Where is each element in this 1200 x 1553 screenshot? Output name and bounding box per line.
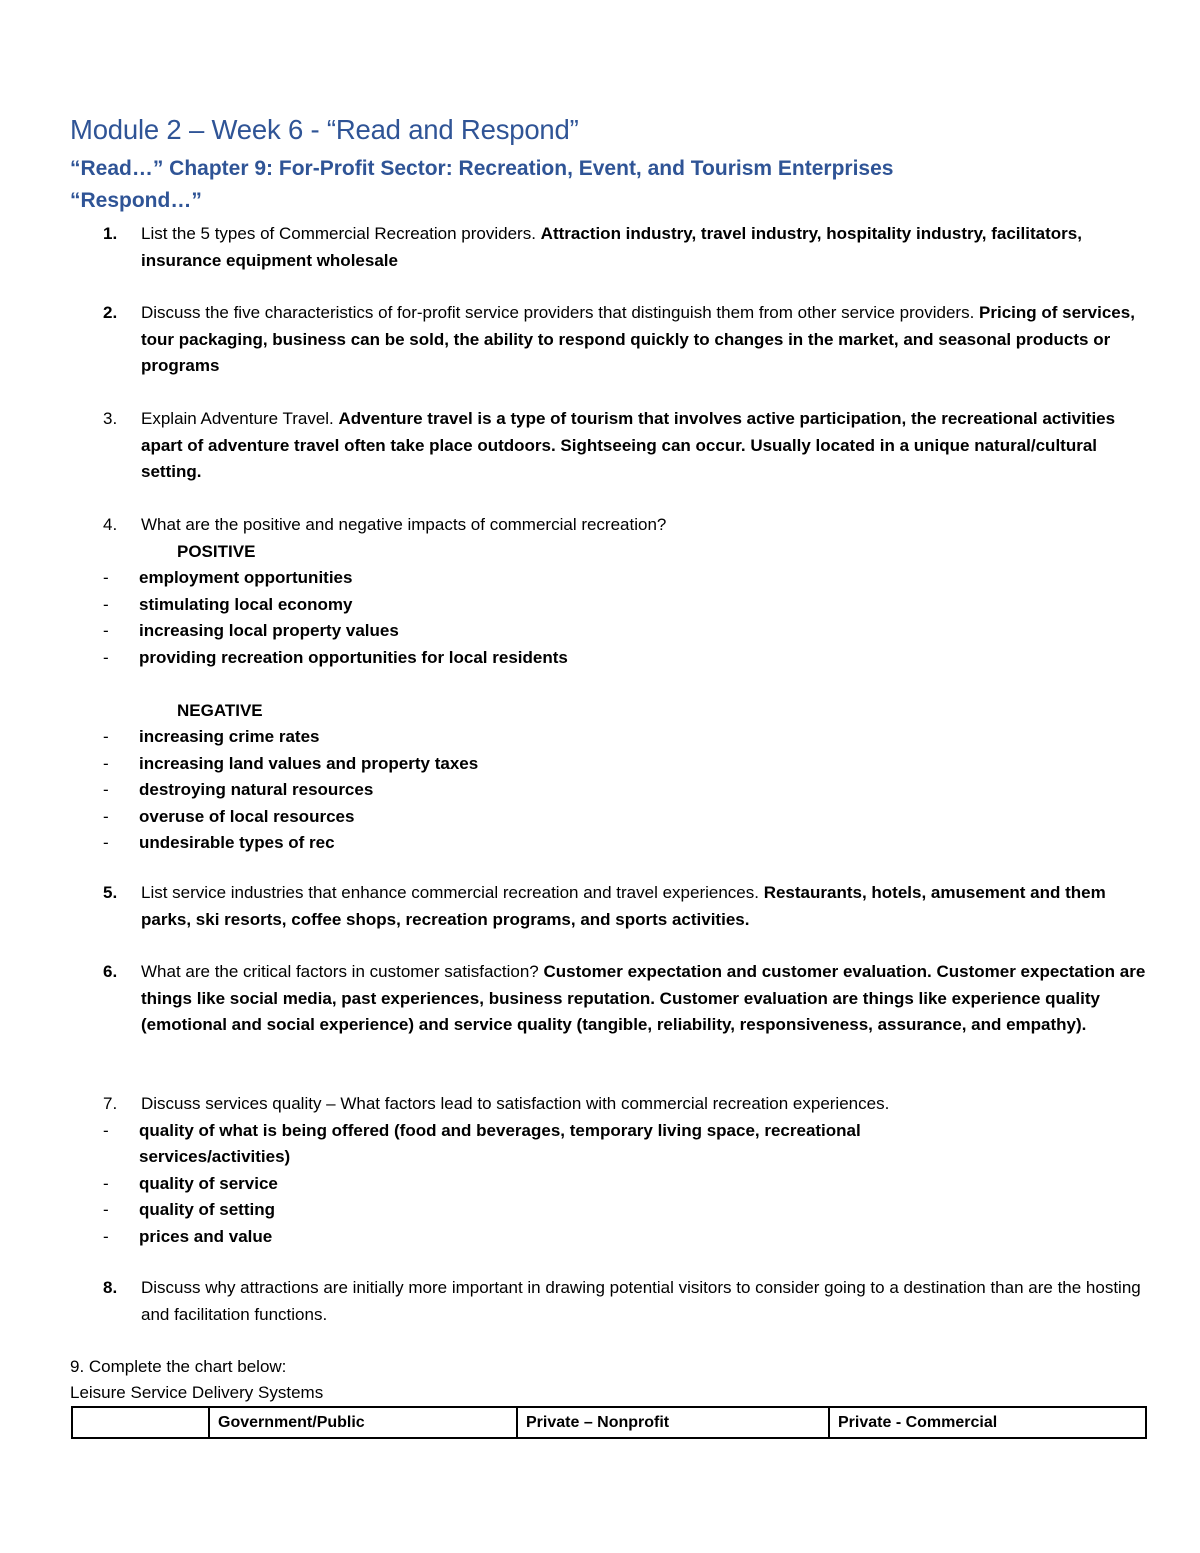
question-5 [103,880,1153,933]
question-number: 3. [103,409,118,428]
negative-list [103,724,1153,857]
list-item: - undesirable types of rec [103,830,1153,857]
list-item: - employment opportunities [103,565,1153,592]
question-number: 8. [103,1278,118,1297]
question-number: 5. [103,883,118,902]
dash-bullet: - [103,1200,109,1219]
dash-bullet: - [103,1226,109,1246]
dash-bullet: - [103,753,109,773]
list-item: - increasing land values and property taxes [103,751,1153,778]
question-3 [103,406,1153,486]
dash-bullet: - [103,780,109,799]
question-prompt: Discuss services quality – What factors lead to satisfaction with commercial recreation experiences. [141,1094,890,1113]
respond-heading: “Respond…” [70,189,202,212]
table-header-row [72,1407,1146,1438]
question-prompt: Discuss why attractions are initially more important in drawing potential visitors to consider going to a destination than are the hosting and facilitation functions. [141,1278,1141,1324]
question-number: 4. [103,515,118,534]
question-8 [103,1275,1153,1328]
read-heading: “Read…” Chapter 9: For-Profit Sector: Recreation, Event, and Tourism Enterprises [70,157,894,180]
question-prompt: What are the positive and negative impacts of commercial recreation? [141,515,667,534]
table-caption: Leisure Service Delivery Systems [70,1383,324,1402]
question-number: 7. [103,1094,118,1113]
table-header-cell[interactable]: Private – Nonprofit [517,1407,829,1438]
question-number: 6. [103,962,118,981]
dash-bullet: - [103,806,109,826]
question-prompt: List service industries that enhance commercial recreation and travel experiences. [141,883,764,902]
table-header-cell[interactable]: Government/Public [209,1407,517,1438]
dash-bullet: - [103,568,109,587]
factors-list [103,1118,1153,1251]
question-prompt: List the 5 types of Commercial Recreation providers. [141,224,541,243]
question-answer: Attraction industry, travel industry, hospitality industry, facilitators, insurance equipment wholesale [141,224,1082,270]
dash-bullet: - [103,1173,109,1193]
leisure-service-table [71,1406,1147,1439]
list-item: - overuse of local resources [103,804,1153,831]
question-prompt: Discuss the five characteristics of for-profit service providers that distinguish them from other service providers. [141,303,980,322]
question-prompt: Explain Adventure Travel. [141,409,339,428]
list-item: - quality of what is being offered (food and beverages, temporary living space, recreational services/activities) [103,1118,1153,1171]
dash-bullet: - [103,647,109,667]
list-item: - destroying natural resources [103,777,1153,804]
negative-label: NEGATIVE [177,700,263,720]
dash-bullet: - [103,833,109,852]
list-item: - providing recreation opportunities for local residents [103,645,1153,672]
list-item: - prices and value [103,1224,1153,1251]
question-1 [103,221,1153,274]
question-answer: Customer expectation and customer evaluation. Customer expectation are things like social media, past experiences, business reputation. Customer evaluation are things like experience quality (emotional and social experience) and service quality (tangible, reliability, responsiveness, assurance, and empathy). [141,962,1146,1034]
question-7 [103,1091,1153,1250]
table-header-cell[interactable]: Private - Commercial [829,1407,1146,1438]
list-item: - stimulating local economy [103,592,1153,619]
question-answer: Restaurants, hotels, amusement and them parks, ski resorts, coffee shops, recreation programs, and sports activities. [141,883,1106,929]
list-item: - increasing crime rates [103,724,1153,751]
list-item: - increasing local property values [103,618,1153,645]
list-item: - quality of service [103,1171,1153,1198]
positive-list [103,565,1153,671]
question-2 [103,300,1153,380]
question-number: 2. [103,303,118,322]
question-answer: Adventure travel is a type of tourism that involves active participation, the recreational activities apart of adventure travel often take place outdoors. Sightseeing can occur. Usually located in a unique natural/cultural setting. [141,409,1116,481]
question-number: 1. [103,224,118,243]
dash-bullet: - [103,727,109,746]
question-6 [103,959,1153,1039]
question-prompt: What are the critical factors in customer satisfaction? [141,962,544,981]
question-9: 9. Complete the chart below: [70,1357,287,1376]
document-title: Module 2 – Week 6 - “Read and Respond” [70,114,579,145]
positive-label: POSITIVE [177,541,256,561]
question-answer: Pricing of services, tour packaging, business can be sold, the ability to respond quickly to changes in the market, and seasonal products or programs [141,303,1135,375]
table-header-cell[interactable] [72,1407,209,1438]
list-item: - quality of setting [103,1197,1153,1224]
dash-bullet: - [103,594,109,614]
dash-bullet: - [103,621,109,640]
dash-bullet: - [103,1120,109,1140]
question-4 [103,512,1153,857]
